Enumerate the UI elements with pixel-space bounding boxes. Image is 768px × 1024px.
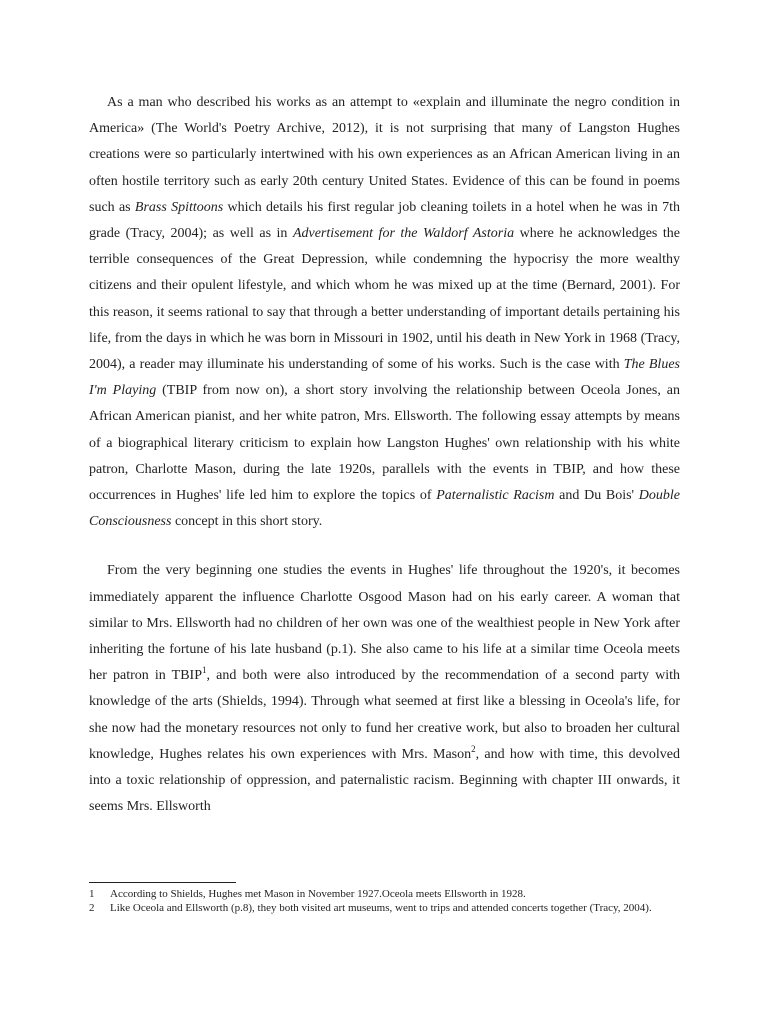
italic-title: Double Consciousness — [89, 488, 680, 530]
text-run: (TBIP from now on), a short story involving the relationship between Oceola Jones, an African American pianist, and her white patron, Mrs. Ellsworth. The following essay attempts by means of a biographical literary criticism to explain how Langston Hughes' own relationship with his white patron, Charlotte Mason, during the late 1920s, parallels with the events in TBIP, and how these occurrences in Hughes' life led him to explore the topics of — [89, 383, 680, 504]
text-run: , and how with time, this devolved into a toxic relationship of oppression, and paternalistic racism. Beginning with chapter III onwards, it seems Mrs. Ellsworth — [89, 746, 680, 815]
paragraph-2 — [89, 558, 680, 820]
footnote-2 — [89, 901, 680, 915]
italic-title: Paternalistic Racism — [436, 488, 555, 504]
footnote-ref: 2 — [471, 743, 476, 754]
paragraph-1 — [89, 90, 680, 535]
footnote-text: According to Shields, Hughes met Mason in November 1927.Oceola meets Ellsworth in 1928. — [110, 888, 526, 900]
footnotes — [89, 887, 680, 915]
text-run: where he acknowledges the terrible consequences of the Great Depression, while condemning the hypocrisy the more wealthy citizens and their opulent lifestyle, and which whom he was mixed up at the time (Bernard, 2001). For this reason, it seems rational to say that through a better understanding of important details pertaining his life, from the days in which he was born in Missouri in 1902, until his death in New York in 1968 (Tracy, 2004), a reader may illuminate his understanding of some of his works. Such is the case with — [89, 226, 680, 373]
italic-title: The Blues I'm Playing — [89, 357, 680, 399]
footnote-number: 1 — [89, 888, 95, 900]
text-run: which details his first regular job cleaning toilets in a hotel when he was in 7th grade (Tracy, 2004); as well as in — [89, 199, 680, 242]
text-run: From the very beginning one studies the events in Hughes' life throughout the 1920's, it becomes immediately apparent the influence Charlotte Osgood Mason had on his early career. A woman that similar to Mrs. Ellsworth had no children of her own was one of the wealthiest people in New York after inheriting the fortune of his late husband (p.1). She also came to his life at a similar time Oceola meets her patron in TBIP — [89, 563, 680, 684]
text-run: As a man who described his works as an attempt to «explain and illuminate the negro condition in America» (The World's Poetry Archive, 2012), it is not surprising that many of Langston Hughes creations were so particularly intertwined with his own experiences as an African American living in an often hostile territory such as early 20th century United States. Evidence of this can be found in poems such as — [89, 95, 680, 215]
footnote-number: 2 — [89, 902, 95, 914]
footnote-ref: 1 — [202, 665, 207, 676]
footnote-1 — [89, 887, 680, 901]
text-run: concept in this short story. — [171, 514, 323, 530]
text-run: , and both were also introduced by the recommendation of a second party with knowledge of the arts (Shields, 1994). Through what seemed at first like a blessing in Oceola's life, for she now had the monetary resources not only to fund her creative work, but also to broaden her cultural knowledge, Hughes relates his own experiences with Mrs. Mason — [89, 668, 681, 762]
footnote-divider — [89, 882, 236, 883]
essay-body — [89, 90, 680, 820]
text-run: and Du Bois' — [554, 488, 639, 504]
footnote-text: Like Oceola and Ellsworth (p.8), they both visited art museums, went to trips and attended concerts together (Tracy, 2004). — [110, 902, 652, 914]
italic-title: Brass Spittoons — [134, 199, 224, 215]
italic-title: Advertisement for the Waldorf Astoria — [292, 226, 515, 242]
